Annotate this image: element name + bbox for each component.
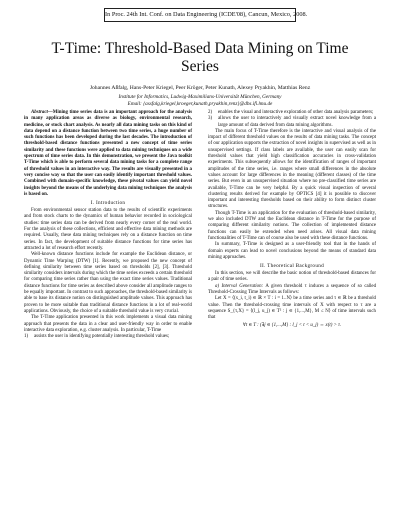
- affiliation-block: [20, 94, 380, 107]
- section-heading-introduction: I. Introduction: [90, 200, 126, 207]
- right-paragraph-4: In this section, we will describe the basic notion of threshold-based distances for a pair of time series.: [208, 271, 376, 283]
- right-column: [208, 110, 376, 330]
- interval-generation-paragraph: a) Interval Generation: A given threshold τ induces a sequence of so called Threshold-Crossing Time Intervals as follows:: [208, 283, 377, 296]
- authors: Johannes Aßfalg, Hans-Peter Kriegel, Peer Kröger, Peter Kunath, Alexey Pryakhin, Matthias Renz: [89, 85, 311, 91]
- contribution-list-continued: [208, 110, 376, 129]
- title-line-2: Series: [181, 58, 219, 75]
- contribution-list: [24, 334, 192, 340]
- conference-banner: In Proc. 24th Int. Conf. on Data Engineering (ICDE'08), Cancun, Mexico, 2008.: [104, 8, 296, 22]
- email: Email: {assfalg,kriegel,kroeger,kunath,pryakhin,renz}@dbs.ifi.lmu.de: [127, 100, 273, 107]
- right-paragraph-3: In summary, T-Time is designed as a user-friendly tool that in the hands of domain experts can lead to novel conclusions beyond the means of standard data mining approaches.: [208, 242, 376, 260]
- affiliation: Institute for Informatics, Ludwig-Maximilians-Universität München, Germany: [118, 94, 282, 100]
- subheading-interval-generation: a) Interval Generation:: [215, 283, 264, 289]
- list-item: 2) enables the visual and interactive exploration of other data analysis parameters;: [208, 110, 374, 115]
- formula: ∀t ∈ T : (∃j ∈ {1,...,M} : l_j < t < u_j) ⇔ x(t) > τ.: [242, 322, 342, 328]
- intro-paragraph-1: From environmental sensor station data to the results of scientific experiments and from stock charts to the dynamics of human behavior recorded in sociological studies: time series data can be derived from nearly every corner of the real world. For the analysis of these collections, efficient and effective data mining methods are required. Usually, these data mining techniques rely on a distance function on time series. In fact, the development of suitable distance functions for time series has attracted a lot of research effort recently.: [24, 208, 192, 251]
- abstract-lead: Abstract—: [31, 110, 53, 115]
- intro-paragraph-3: The T-Time application presented in this work implements a visual data mining approach that presents the data in a clear and user-friendly way in order to enable interactive data exploration, e.g. cluster analysis. In particular, T-Time: [24, 315, 192, 333]
- section-heading-theoretical-background: II. Theoretical Background: [259, 263, 325, 270]
- abstract-body: Mining time series data is an important approach for the analysis in many application areas as diverse as biology, environmental research, medicine, or stock chart analysis. As nearly all data mining tasks on this kind of data depend on a distance function between two time series, a huge number of such functions has been developed during the last decades. The introduction of threshold-based distance functions presented a new concept of time series similarity and these functions were applied to data mining techniques on a wide spectrum of time series data. In this demonstration, we present the Java toolkit T-Time which is able to perform several data mining tasks for a complete range of threshold values in an interactive way. The results are visually presented in a very concise way so that the user can easily identify important threshold values. Combined with domain-specific knowledge, these pivotal values can yield novel insights beyond the means of the underlying data mining techniques the analysis is based on.: [24, 110, 192, 197]
- left-column: [24, 110, 192, 340]
- right-paragraph-1: The main focus of T-Time therefore is the interactive and visual analysis of the impact of different threshold values on the results of data mining tasks. The concept of our application supports the extraction of novel insights in supervised as well as in unsupervised settings. If class labels are available, the user can easily scan for threshold values that yield high classification accuracies in cross-validation experiments. This subsequently allows for the identification of ranges of important amplitudes of the time series, i.e. ranges where small differences in the absolute values account for large differences in the meaning (different classes) of the time series. But even in an unsupervised situation where no pre-classified time series are available, T-Time can be very helpful. By a quick visual inspection of several clustering results derived for example by OPTICS [4] it is possible to discover important and interesting thresholds based on their ability to form distinct cluster structures.: [208, 128, 376, 210]
- list-item: 1) assists the user in identifying potentially interesting threshold values;: [24, 334, 170, 340]
- paper-title: [20, 40, 380, 76]
- definition-paragraph: Let X = ⟨(x_i, t_i) ∈ ℝ × T : i = 1..N⟩ be a time series and τ ∈ ℝ be a threshold value. Then the threshold-crossing time intervals of X with respect to τ are a sequence S_{τ,X} = ⟨(l_j, u_j) ∈ T² : j ∈ {1,...,M}, M ≤ N⟩ of time intervals such that: [208, 296, 376, 321]
- intro-paragraph-2: Well-known distance functions include for example the Euclidean distance, or Dynamic Time Warping (DTW) [1]. Recently, we proposed the new concept of defining similarity between time series based on thresholds [2], [3]. Threshold similarity considers intervals during which the time series exceeds a certain threshold for comparing time series rather than using the exact time series values. Traditional distance functions for time series as described above consider all amplitude ranges to be equally important. In contrast to such approaches, the threshold-based similarity is able to base its distance notion on distinguished amplitude values. This approach has proven to be more suitable than traditional distance functions in a lot of real-world applications. Obviously, the choice of a suitable threshold value is very crucial.: [24, 252, 192, 314]
- title-line-1: T-Time: Threshold-Based Data Mining on Time: [51, 40, 349, 57]
- right-paragraph-2: Though T-Time is an application for the evaluation of threshold-based similarity, we also included DTW and the Euclidean distance in T-Time for the purpose of comparing different similarity notions. The collection of implemented distance functions can easily be extended when need arises. All visual data mining functionalities of T-Time can of course also be used with these distance functions.: [208, 210, 376, 241]
- list-item: 3) allows the user to interactively and visually extract novel knowledge from a large amount of data derived from data mining algorithms.: [208, 116, 376, 128]
- abstract: [24, 110, 192, 198]
